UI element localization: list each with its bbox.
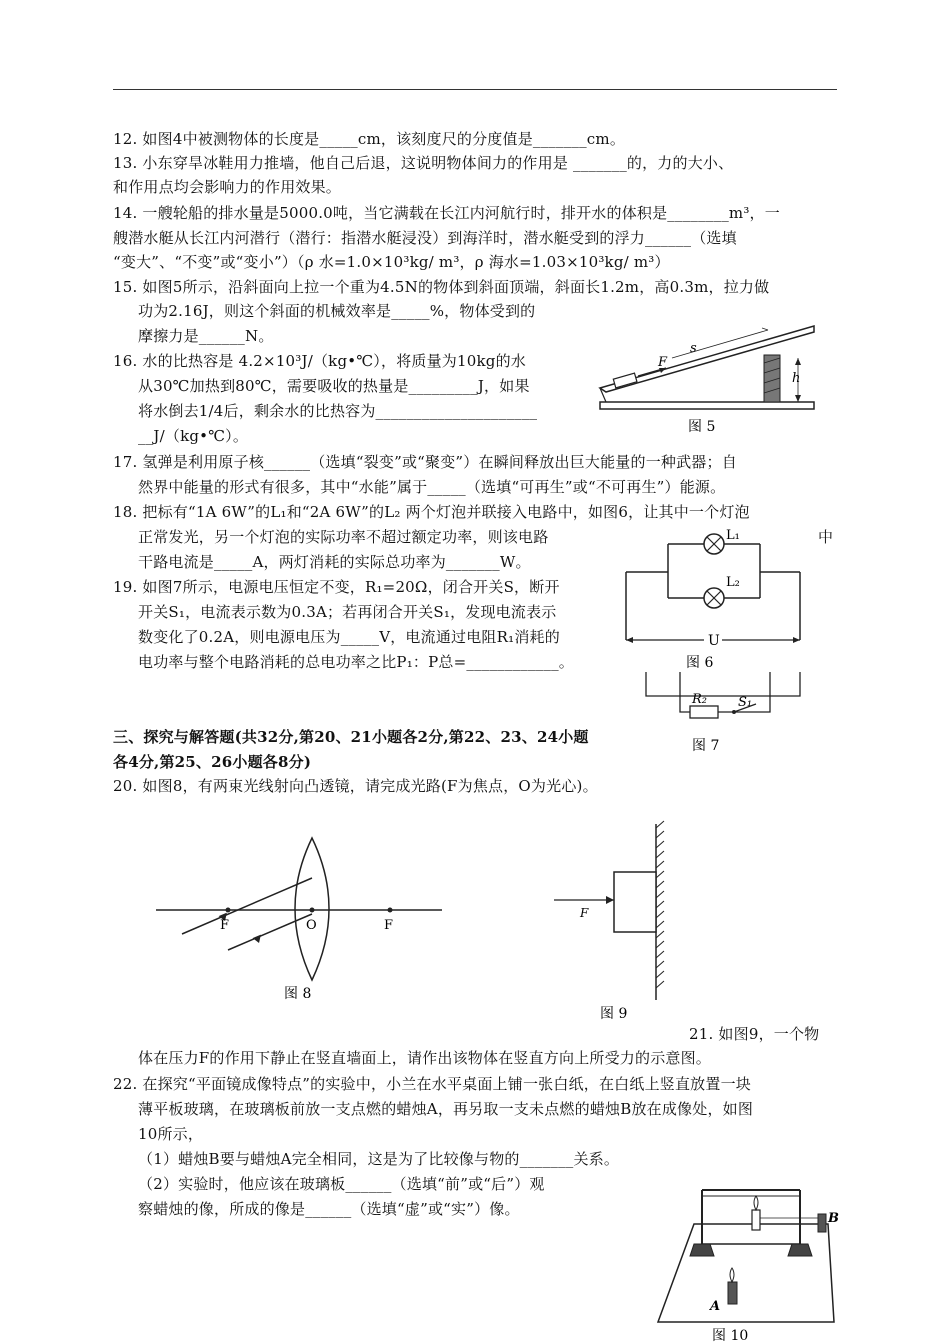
- fig7-label-R2: R₂: [692, 692, 707, 707]
- wall-hatch-line: [656, 931, 664, 938]
- question-14-line1: 14. 一艘轮船的排水量是5000.0吨，当它满载在长江内河航行时，排开水的体积是________m³，一: [113, 204, 780, 222]
- question-22-line3: 10所示，: [138, 1125, 204, 1143]
- question-21-line1: 21. 如图9，一个物: [689, 1025, 820, 1043]
- question-19-line2: 开关S₁，电流表示数为0.3A；若再闭合开关S₁，发现电流表示: [138, 603, 557, 621]
- question-21-line2: 体在压力F的作用下静止在竖直墙面上，请作出该物体在竖直方向上所受力的示意图。: [138, 1049, 712, 1067]
- question-17-line2: 然界中能量的形式有很多，其中“水能”属于_____（选填“可再生”或“不可再生”）能源。: [138, 478, 726, 496]
- fig10-caption: 图 10: [712, 1328, 749, 1344]
- wall-hatch-line: [656, 871, 664, 878]
- question-16-line3: 将水倒去1/4后，剩余水的比热容为_____________________: [138, 402, 538, 420]
- wall-hatch-line: [656, 961, 664, 968]
- fig6-label-U: U: [708, 633, 720, 649]
- fig10-label-B: B: [828, 1211, 839, 1226]
- question-22-line5: （2）实验时，他应该在玻璃板______（选填“前”或“后”）观: [138, 1175, 545, 1193]
- fig5-label-h: h: [792, 371, 801, 386]
- wall-hatch-line: [656, 831, 664, 838]
- question-16-line2: 从30℃加热到80℃，需要吸收的热量是_________J，如果: [138, 377, 530, 395]
- fig6-label-L2: L₂: [726, 575, 740, 590]
- wall-hatch-line: [656, 901, 664, 908]
- wall-hatch-line: [656, 881, 664, 888]
- fig6-label-L1: L₁: [726, 528, 740, 543]
- question-18-line2: 正常发光，另一个灯泡的实际功率不超过额定功率，则该电路: [138, 528, 549, 546]
- section-3-heading-line2: 各4分,第25、26小题各8分): [113, 753, 312, 771]
- wall-hatch-line: [656, 971, 664, 978]
- wall-hatch-line: [656, 851, 664, 858]
- question-17-line1: 17. 氢弹是利用原子核______（选填“裂变”或“聚变”）在瞬间释放出巨大能量的一种武器；自: [113, 453, 737, 471]
- header-rule: [113, 89, 837, 90]
- question-16-line1: 16. 水的比热容是 4.2×10³J/（kg•℃），将质量为10kg的水: [113, 352, 526, 370]
- question-22-line2: 薄平板玻璃，在玻璃板前放一支点燃的蜡烛A，再另取一支未点燃的蜡烛B放在成像处，如图: [138, 1100, 754, 1118]
- wall-hatch-line: [656, 891, 664, 898]
- figure-10-mirror-setup: [650, 1182, 850, 1344]
- question-14-line3: “变大”、“不变”或“变小”）（ρ 水=1.0×10³kg/ m³，ρ 海水=1.03×10³kg/ m³）: [113, 253, 670, 271]
- question-20: 20. 如图8，有两束光线射向凸透镜，请完成光路(F为焦点，O为光心)。: [113, 777, 598, 795]
- question-13-line2: 和作用点均会影响力的作用效果。: [113, 178, 342, 196]
- question-19-line4: 电功率与整个电路消耗的总电功率之比P₁：P总=____________。: [138, 653, 574, 671]
- question-18-line1: 18. 把标有“1A 6W”的L₁和“2A 6W”的L₂ 两个灯泡并联接入电路中，如图6，让其中一个灯泡: [113, 503, 750, 521]
- question-22-line6: 察蜡烛的像，所成的像是______（选填“虚”或“实”）像。: [138, 1200, 520, 1218]
- wall-hatch-line: [656, 841, 664, 848]
- question-15-line1: 15. 如图5所示，沿斜面向上拉一个重为4.5N的物体到斜面顶端，斜面长1.2m，高0.3m，拉力做: [113, 278, 770, 296]
- question-18-line2-tail: 中: [818, 528, 834, 546]
- question-14-line2: 艘潜水艇从长江内河潜行（潜行：指潜水艇浸没）到海洋时，潜水艇受到的浮力______（选填: [113, 229, 737, 247]
- wall-hatch-line: [656, 951, 664, 958]
- wall-hatch-line: [656, 821, 664, 828]
- fig8-caption: 图 8: [284, 986, 312, 1002]
- fig8-label-O: O: [306, 918, 317, 933]
- wall-hatch-line: [656, 921, 664, 928]
- question-19-line3: 数变化了0.2A，则电源电压为_____V，电流通过电阻R₁消耗的: [138, 628, 560, 646]
- figure-7-circuit: [640, 672, 810, 758]
- question-22-line4: （1）蜡烛B要与蜡烛A完全相同，这是为了比较像与物的_______关系。: [138, 1150, 620, 1168]
- section-3-heading-line1: 三、探究与解答题(共32分,第20、21小题各2分,第22、23、24小题: [113, 728, 589, 746]
- wall-hatch-line: [656, 981, 664, 988]
- question-19-line1: 19. 如图7所示，电源电压恒定不变，R₁=20Ω，闭合开关S，断开: [113, 578, 560, 596]
- question-15-line3: 摩擦力是______N。: [138, 327, 274, 345]
- fig6-caption: 图 6: [686, 655, 714, 671]
- figure-9-wall-block: [550, 820, 670, 1025]
- figure-5-incline: [592, 318, 822, 438]
- question-22-line1: 22. 在探究“平面镜成像特点”的实验中，小兰在水平桌面上铺一张白纸，在白纸上竖直放置一块: [113, 1075, 751, 1093]
- question-13-line1: 13. 小东穿旱冰鞋用力推墙，他自己后退，这说明物体间力的作用是 _______的，力的大小、: [113, 154, 734, 172]
- figure-6-circuit: [620, 522, 805, 672]
- fig8-label-F-left: F: [220, 918, 230, 933]
- question-16-line4: __J/（kg•℃）。: [138, 427, 249, 445]
- fig7-label-S1: S₁: [738, 695, 753, 710]
- fig5-label-s: s: [690, 341, 697, 356]
- fig9-caption: 图 9: [600, 1006, 628, 1022]
- wall-hatch-line: [656, 941, 664, 948]
- fig7-caption: 图 7: [692, 738, 720, 754]
- fig8-label-F-right: F: [384, 918, 394, 933]
- fig5-caption: 图 5: [688, 419, 716, 435]
- wall-hatch-line: [656, 861, 664, 868]
- figure-8-convex-lens: [150, 832, 450, 1004]
- question-15-line2: 功为2.16J，则这个斜面的机械效率是_____%，物体受到的: [138, 302, 536, 320]
- question-12: 12. 如图4中被测物体的长度是_____cm，该刻度尺的分度值是_______cm。: [113, 130, 626, 148]
- fig5-label-F: F: [658, 355, 668, 370]
- fig9-label-F: F: [580, 906, 589, 920]
- question-18-line3: 干路电流是_____A，两灯消耗的实际总功率为_______W。: [138, 553, 531, 571]
- wall-hatch-line: [656, 911, 664, 918]
- fig10-label-A: A: [710, 1299, 721, 1314]
